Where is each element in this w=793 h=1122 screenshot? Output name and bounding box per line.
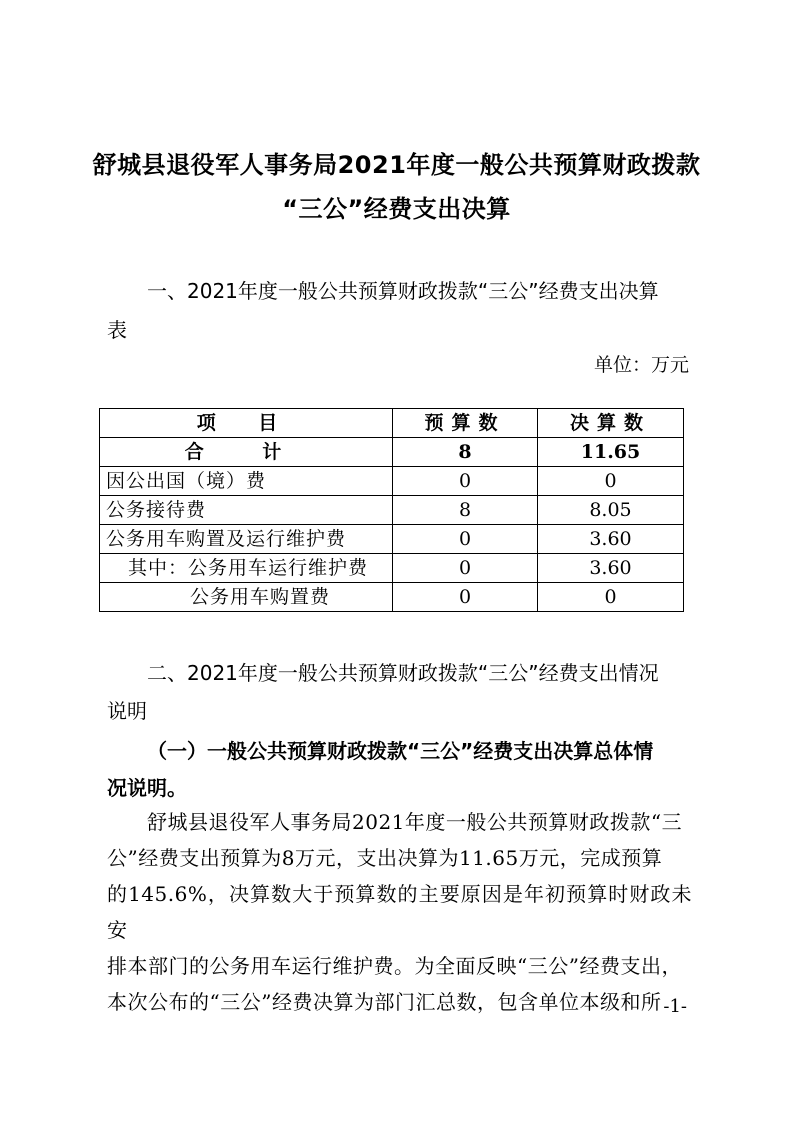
table-row (100, 525, 684, 554)
row-item: 因公出国（境）费 (100, 467, 393, 496)
body-line: 的145.6%，决算数大于预算数的主要原因是年初预算时财政未安 (107, 882, 692, 942)
expenditure-table (99, 408, 684, 612)
table-row (100, 583, 684, 612)
header-actual: 决算数 (538, 409, 684, 438)
body-line: 本次公布的“三公”经费决算为部门汇总数，包含单位本级和所 (107, 990, 662, 1014)
table-row (100, 438, 684, 467)
row-budget: 8 (393, 438, 538, 467)
section1-heading: 一、2021年度一般公共预算财政拨款“三公”经费支出决算 (147, 279, 659, 303)
document-title-line1: 舒城县退役军人事务局2021年度一般公共预算财政拨款 (92, 151, 701, 179)
body-paragraph (107, 804, 692, 1020)
page-number: -1- (663, 996, 687, 1017)
document-title-line2: “三公”经费支出决算 (282, 195, 511, 223)
subsection-heading: （一）一般公共预算财政拨款“三公”经费支出决算总体情 (147, 739, 654, 763)
row-budget: 0 (393, 525, 538, 554)
row-actual: 3.60 (538, 554, 684, 583)
row-budget: 0 (393, 583, 538, 612)
body-line: 排本部门的公务用车运行维护费。为全面反映“三公”经费支出， (107, 954, 682, 978)
table-header-row (100, 409, 684, 438)
body-line: 公”经费支出预算为8万元，支出决算为11.65万元，完成预算 (107, 846, 663, 870)
row-actual: 0 (538, 583, 684, 612)
header-budget: 预算数 (393, 409, 538, 438)
row-actual: 8.05 (538, 496, 684, 525)
row-budget: 8 (393, 496, 538, 525)
row-actual: 0 (538, 467, 684, 496)
body-line: 舒城县退役军人事务局2021年度一般公共预算财政拨款“三 (147, 810, 683, 834)
header-item: 项 目 (100, 409, 393, 438)
row-item: 公务用车购置费 (100, 583, 393, 612)
row-item: 公务用车购置及运行维护费 (100, 525, 393, 554)
table-row (100, 467, 684, 496)
table-row (100, 554, 684, 583)
table-row (100, 496, 684, 525)
row-actual: 3.60 (538, 525, 684, 554)
section2-heading: 二、2021年度一般公共预算财政拨款“三公”经费支出情况 (147, 661, 659, 685)
row-budget: 0 (393, 554, 538, 583)
row-item: 公务接待费 (100, 496, 393, 525)
row-actual: 11.65 (538, 438, 684, 467)
row-item: 合 计 (100, 438, 393, 467)
row-item: 其中：公务用车运行维护费 (100, 554, 393, 583)
section2-heading-cont: 说明 (107, 699, 147, 723)
row-budget: 0 (393, 467, 538, 496)
unit-label: 单位：万元 (593, 354, 689, 376)
section1-heading-cont: 表 (107, 318, 127, 342)
subsection-heading-cont: 况说明。 (107, 776, 187, 800)
